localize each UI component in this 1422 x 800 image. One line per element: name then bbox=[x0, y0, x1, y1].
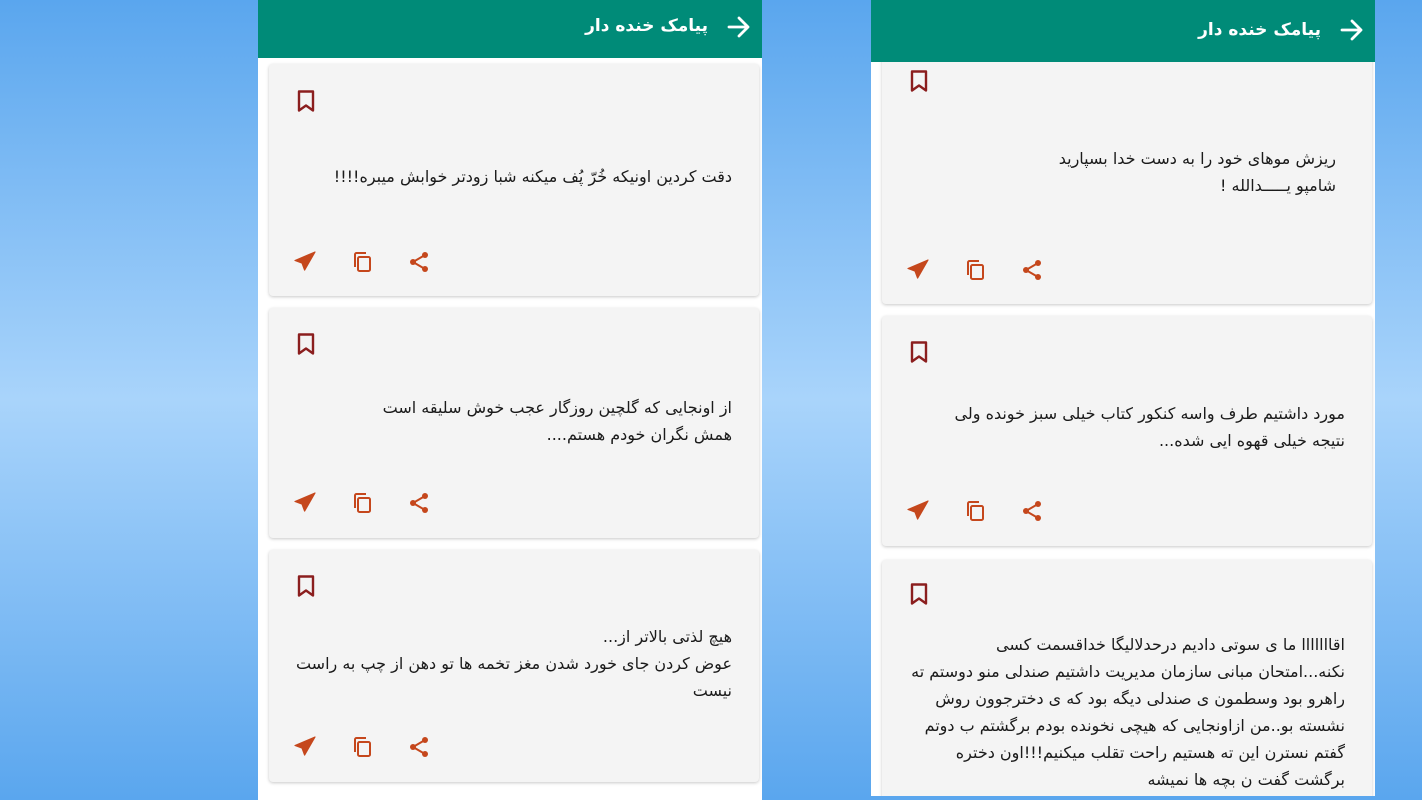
share-icon[interactable] bbox=[407, 491, 431, 515]
arrow-right-icon[interactable] bbox=[724, 12, 754, 42]
share-icon[interactable] bbox=[407, 250, 431, 274]
message-list[interactable] bbox=[871, 0, 1375, 796]
bookmark-icon[interactable] bbox=[910, 341, 928, 363]
send-icon[interactable] bbox=[293, 735, 317, 759]
message-list[interactable] bbox=[258, 0, 762, 800]
copy-icon[interactable] bbox=[963, 499, 987, 523]
card-actions bbox=[906, 258, 1056, 282]
send-icon[interactable] bbox=[293, 250, 317, 274]
copy-icon[interactable] bbox=[350, 735, 374, 759]
message-card bbox=[269, 308, 759, 538]
bookmark-icon[interactable] bbox=[297, 90, 315, 112]
app-title: پیامک خنده دار bbox=[585, 16, 708, 36]
bookmark-icon[interactable] bbox=[297, 333, 315, 355]
message-text: ریزش موهای خود را به دست خدا بسپارید شامپو یـــــدالله ! bbox=[1058, 149, 1336, 195]
message-text: هیچ لذتی بالاتر از... عوض کردن جای خورد شدن مغز تخمه ها تو دهن از چپ به راست نیست bbox=[295, 627, 732, 700]
phone-screen-right bbox=[871, 0, 1375, 796]
card-actions bbox=[293, 250, 443, 274]
message-text: از اونجایی که گلچین روزگار عجب خوش سلیقه است همش نگران خودم هستم.... bbox=[382, 398, 732, 444]
send-icon[interactable] bbox=[293, 491, 317, 515]
send-icon[interactable] bbox=[906, 499, 930, 523]
message-card bbox=[882, 40, 1372, 304]
app-title: پیامک خنده دار bbox=[1198, 20, 1321, 40]
message-card bbox=[269, 550, 759, 782]
copy-icon[interactable] bbox=[963, 258, 987, 282]
bookmark-icon[interactable] bbox=[910, 583, 928, 605]
card-actions bbox=[293, 735, 443, 759]
copy-icon[interactable] bbox=[350, 250, 374, 274]
message-text: مورد داشتیم طرف واسه کنکور کتاب خیلی سبز خونده ولی نتیجه خیلی قهوه ایی شده... bbox=[954, 404, 1345, 450]
arrow-right-icon[interactable] bbox=[1337, 15, 1367, 45]
card-actions bbox=[293, 491, 443, 515]
share-icon[interactable] bbox=[1020, 258, 1044, 282]
message-card bbox=[882, 560, 1372, 796]
message-text: اقااااااا ما ی سوتی دادیم درحدلالیگا خداقسمت کسی نکنه...امتحان مبانی سازمان مدیریت داشتیم صندلی منو دوستم ته راهرو بود وسطمون ی صندلی دیگه بود که ی دخترجوون روش نشسته بو..من ازاونجایی که هیچی نخونده بودم برگشتم ب دوتم گفتم نسترن این ته هستیم راحت تقلب میکنیم!!!اون دختره برگشت گفت ن بچه ها نمیشه bbox=[911, 635, 1345, 789]
bookmark-icon[interactable] bbox=[910, 70, 928, 92]
copy-icon[interactable] bbox=[350, 491, 374, 515]
card-actions bbox=[906, 499, 1056, 523]
app-bar bbox=[871, 0, 1375, 62]
bookmark-icon[interactable] bbox=[297, 575, 315, 597]
message-text: دقت کردین اونیکه خُرّ پُف میکنه شبا زودتر خوابش میبره!!!! bbox=[333, 167, 732, 186]
send-icon[interactable] bbox=[906, 258, 930, 282]
share-icon[interactable] bbox=[1020, 499, 1044, 523]
message-card bbox=[882, 316, 1372, 546]
message-card bbox=[269, 64, 759, 296]
app-bar bbox=[258, 0, 762, 58]
share-icon[interactable] bbox=[407, 735, 431, 759]
phone-screen-left bbox=[258, 0, 762, 800]
